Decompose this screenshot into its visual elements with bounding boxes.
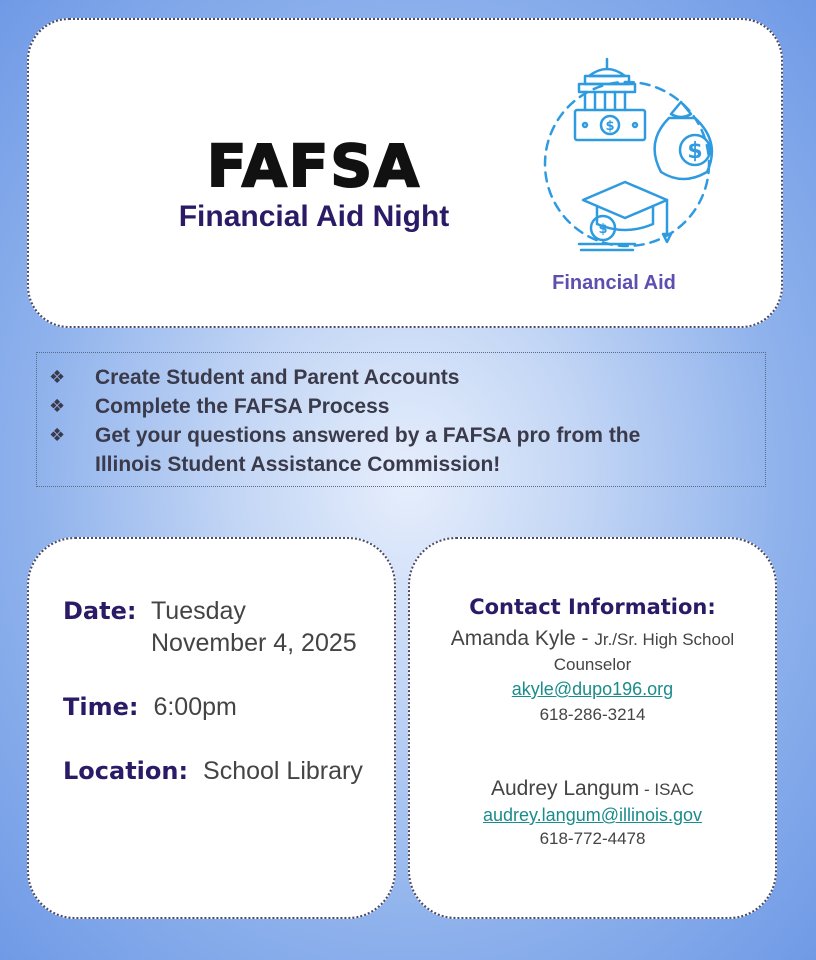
contact-email-2 xyxy=(410,805,775,826)
date-value: Tuesday xyxy=(150,597,246,625)
location-value: School Library xyxy=(203,757,363,785)
email-link[interactable]: akyle@dupo196.org xyxy=(511,679,674,699)
svg-text:$: $ xyxy=(605,119,615,134)
contact-role: Jr./Sr. High School xyxy=(594,630,735,649)
contact-person-1: Amanda Kyle - Jr./Sr. High School xyxy=(450,627,735,650)
contact-name: Audrey Langum xyxy=(490,777,640,800)
location-row xyxy=(63,757,363,786)
contact-title: Contact Information: xyxy=(469,595,716,619)
bullet-icon: ❖ xyxy=(49,425,66,445)
time-value: 6:00pm xyxy=(153,693,237,721)
list-item-continuation: Illinois Student Assistance Commission! xyxy=(95,453,501,476)
financial-aid-illustration xyxy=(519,54,719,254)
location-label: Location: xyxy=(63,757,189,785)
svg-text:$: $ xyxy=(687,139,703,164)
bullet-icon: ❖ xyxy=(49,367,66,387)
contact-name: Amanda Kyle xyxy=(450,627,576,650)
date-label: Date: xyxy=(63,597,137,625)
header-card xyxy=(27,18,783,328)
contact-phone-2: 618-772-4478 xyxy=(539,829,646,848)
event-details-card xyxy=(27,537,396,919)
contact-role: ISAC xyxy=(654,780,695,799)
date-value-line2: November 4, 2025 xyxy=(151,629,357,657)
contact-role-line2: Counselor xyxy=(553,655,632,674)
contact-email-1 xyxy=(410,679,775,700)
contact-card xyxy=(408,537,777,919)
email-link[interactable]: audrey.langum@illinois.gov xyxy=(482,805,703,825)
svg-text:$: $ xyxy=(598,222,608,237)
page-title: FAFSA xyxy=(206,132,422,200)
date-row xyxy=(63,597,246,626)
time-row xyxy=(63,693,237,722)
time-label: Time: xyxy=(63,693,139,721)
list-item: ❖ Create Student and Parent Accounts xyxy=(49,363,753,392)
illustration-caption: Financial Aid xyxy=(552,272,676,294)
page-subtitle: Financial Aid Night xyxy=(178,200,450,233)
list-item: ❖ Get your questions answered by a FAFSA pro from the xyxy=(49,421,753,450)
contact-person-2: Audrey Langum - ISAC xyxy=(490,777,695,800)
agenda-list xyxy=(36,352,766,487)
bullet-icon: ❖ xyxy=(49,396,66,416)
list-item: ❖ Complete the FAFSA Process xyxy=(49,392,753,421)
contact-phone-1: 618-286-3214 xyxy=(539,705,646,724)
